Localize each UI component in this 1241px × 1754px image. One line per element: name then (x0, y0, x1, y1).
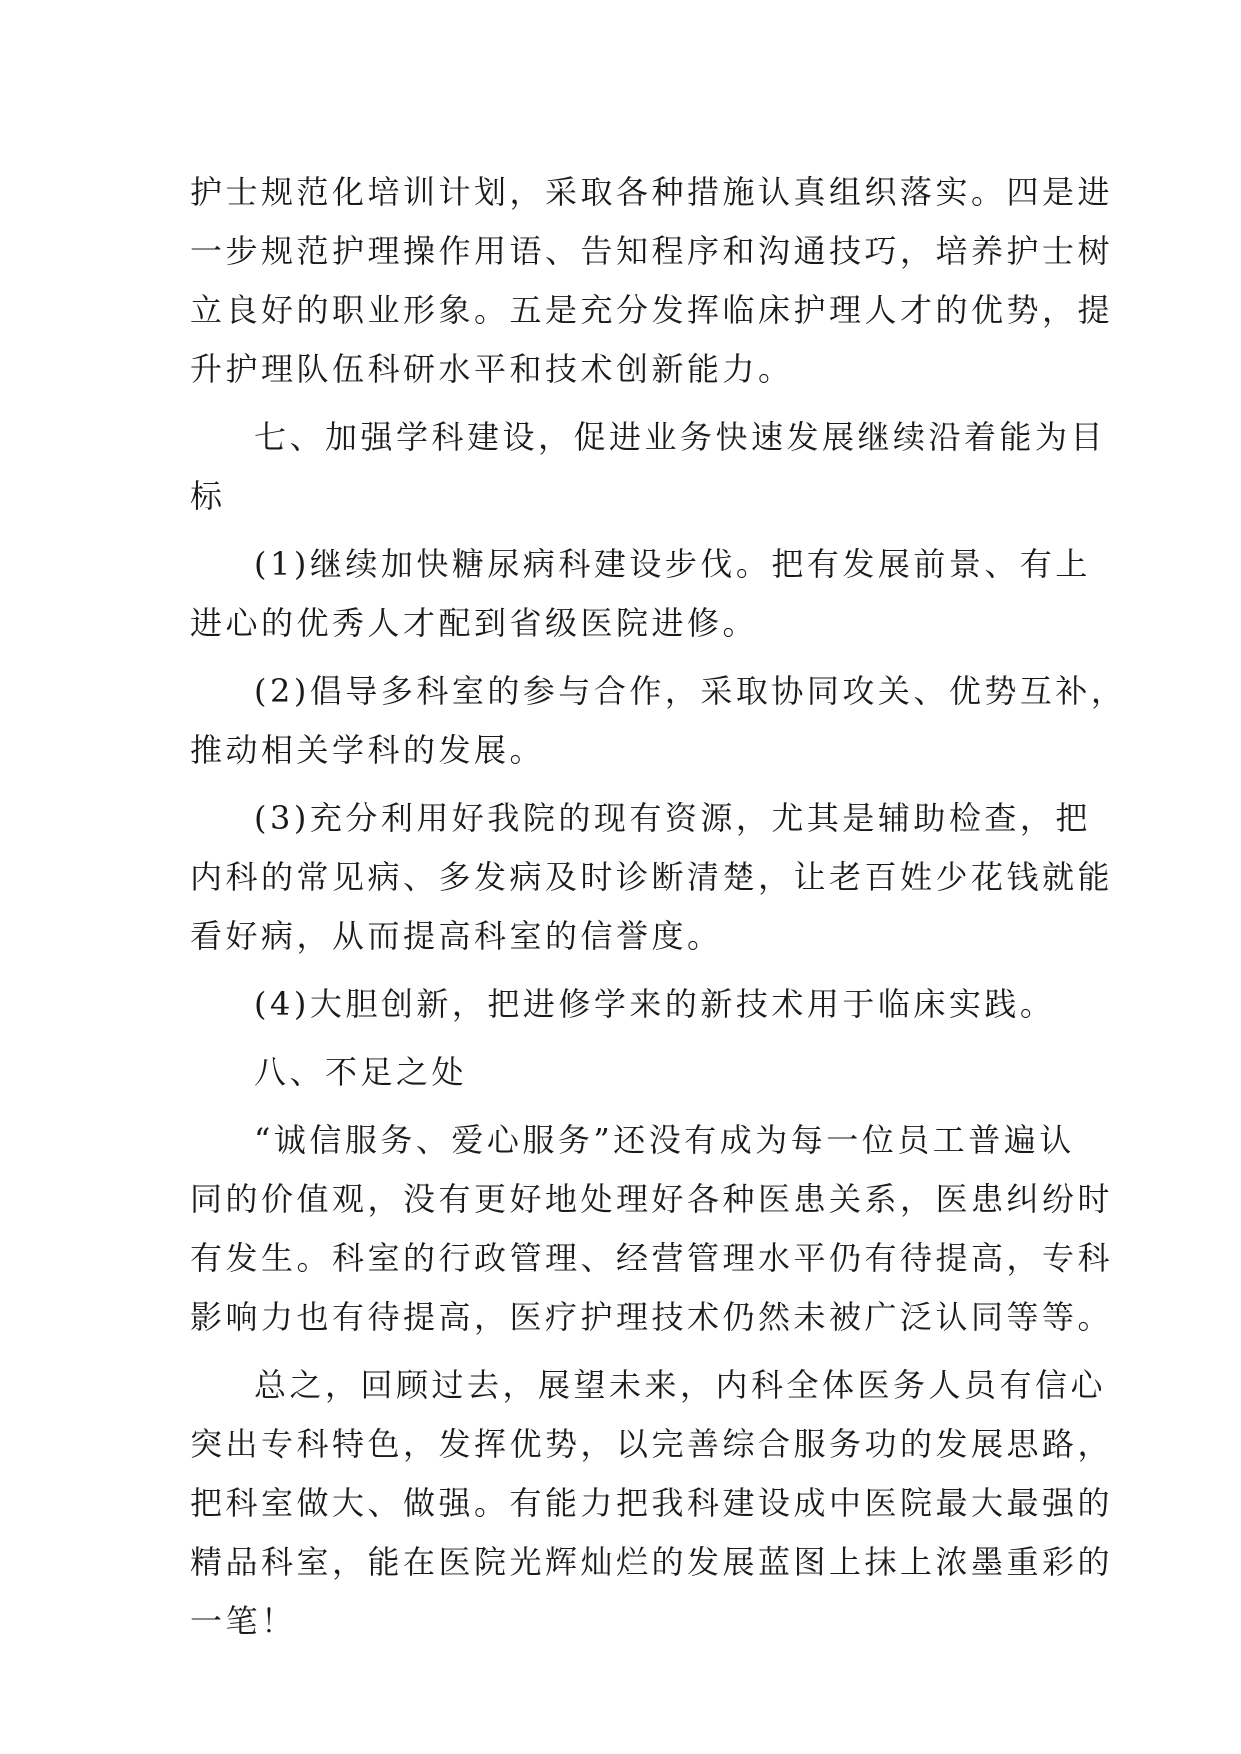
text-line: 有发生。科室的行政管理、经营管理水平仍有待提高，专科 (190, 1239, 1114, 1277)
text-line: 内科的常见病、多发病及时诊断清楚，让老百姓少花钱就能 (190, 858, 1114, 896)
text-line: 升护理队伍科研水平和技术创新能力。 (190, 350, 794, 388)
text-line: 同的价值观，没有更好地处理好各种医患关系，医患纠纷时 (190, 1180, 1114, 1218)
text-line: 突出专科特色，发挥优势，以完善综合服务功的发展思路， (190, 1425, 1114, 1463)
text-line: 标 (190, 477, 226, 515)
text-line: “诚信服务、爱心服务”还没有成为每一位员工普遍认 (254, 1121, 1075, 1159)
conclusion-paragraph: 总之，回顾过去，展望未来，内科全体医务人员有信心 (254, 1366, 1107, 1404)
list-item-4: (4)大胆创新，把进修学来的新技术用于临床实践。 (254, 985, 1056, 1023)
text-line: 一步规范护理操作用语、告知程序和沟通技巧，培养护士树 (190, 232, 1114, 270)
text-line: 护士规范化培训计划，采取各种措施认真组织落实。四是进 (190, 173, 1114, 211)
text-line: 看好病，从而提高科室的信誉度。 (190, 917, 723, 955)
list-item-1: (1)继续加快糖尿病科建设步伐。把有发展前景、有上 (254, 545, 1091, 583)
document-body (190, 163, 1127, 1651)
list-item-3: (3)充分利用好我院的现有资源，尤其是辅助检查，把 (254, 799, 1091, 837)
text-line: 影响力也有待提高，医疗护理技术仍然未被广泛认同等等。 (190, 1298, 1114, 1336)
text-line: 把科室做大、做强。有能力把我科建设成中医院最大最强的 (190, 1484, 1114, 1522)
section-heading-7: 七、加强学科建设，促进业务快速发展继续沿着能为目 (254, 418, 1107, 456)
text-line: 立良好的职业形象。五是充分发挥临床护理人才的优势，提 (190, 291, 1114, 329)
text-line: 推动相关学科的发展。 (190, 731, 546, 769)
list-item-2: (2)倡导多科室的参与合作，采取协同攻关、优势互补， (254, 672, 1127, 710)
text-line: 精品科室，能在医院光辉灿烂的发展蓝图上抹上浓墨重彩的 (190, 1543, 1114, 1581)
section-heading-8: 八、不足之处 (254, 1053, 468, 1091)
text-line: 进心的优秀人才配到省级医院进修。 (190, 604, 759, 642)
text-line: 一笔！ (190, 1602, 297, 1640)
